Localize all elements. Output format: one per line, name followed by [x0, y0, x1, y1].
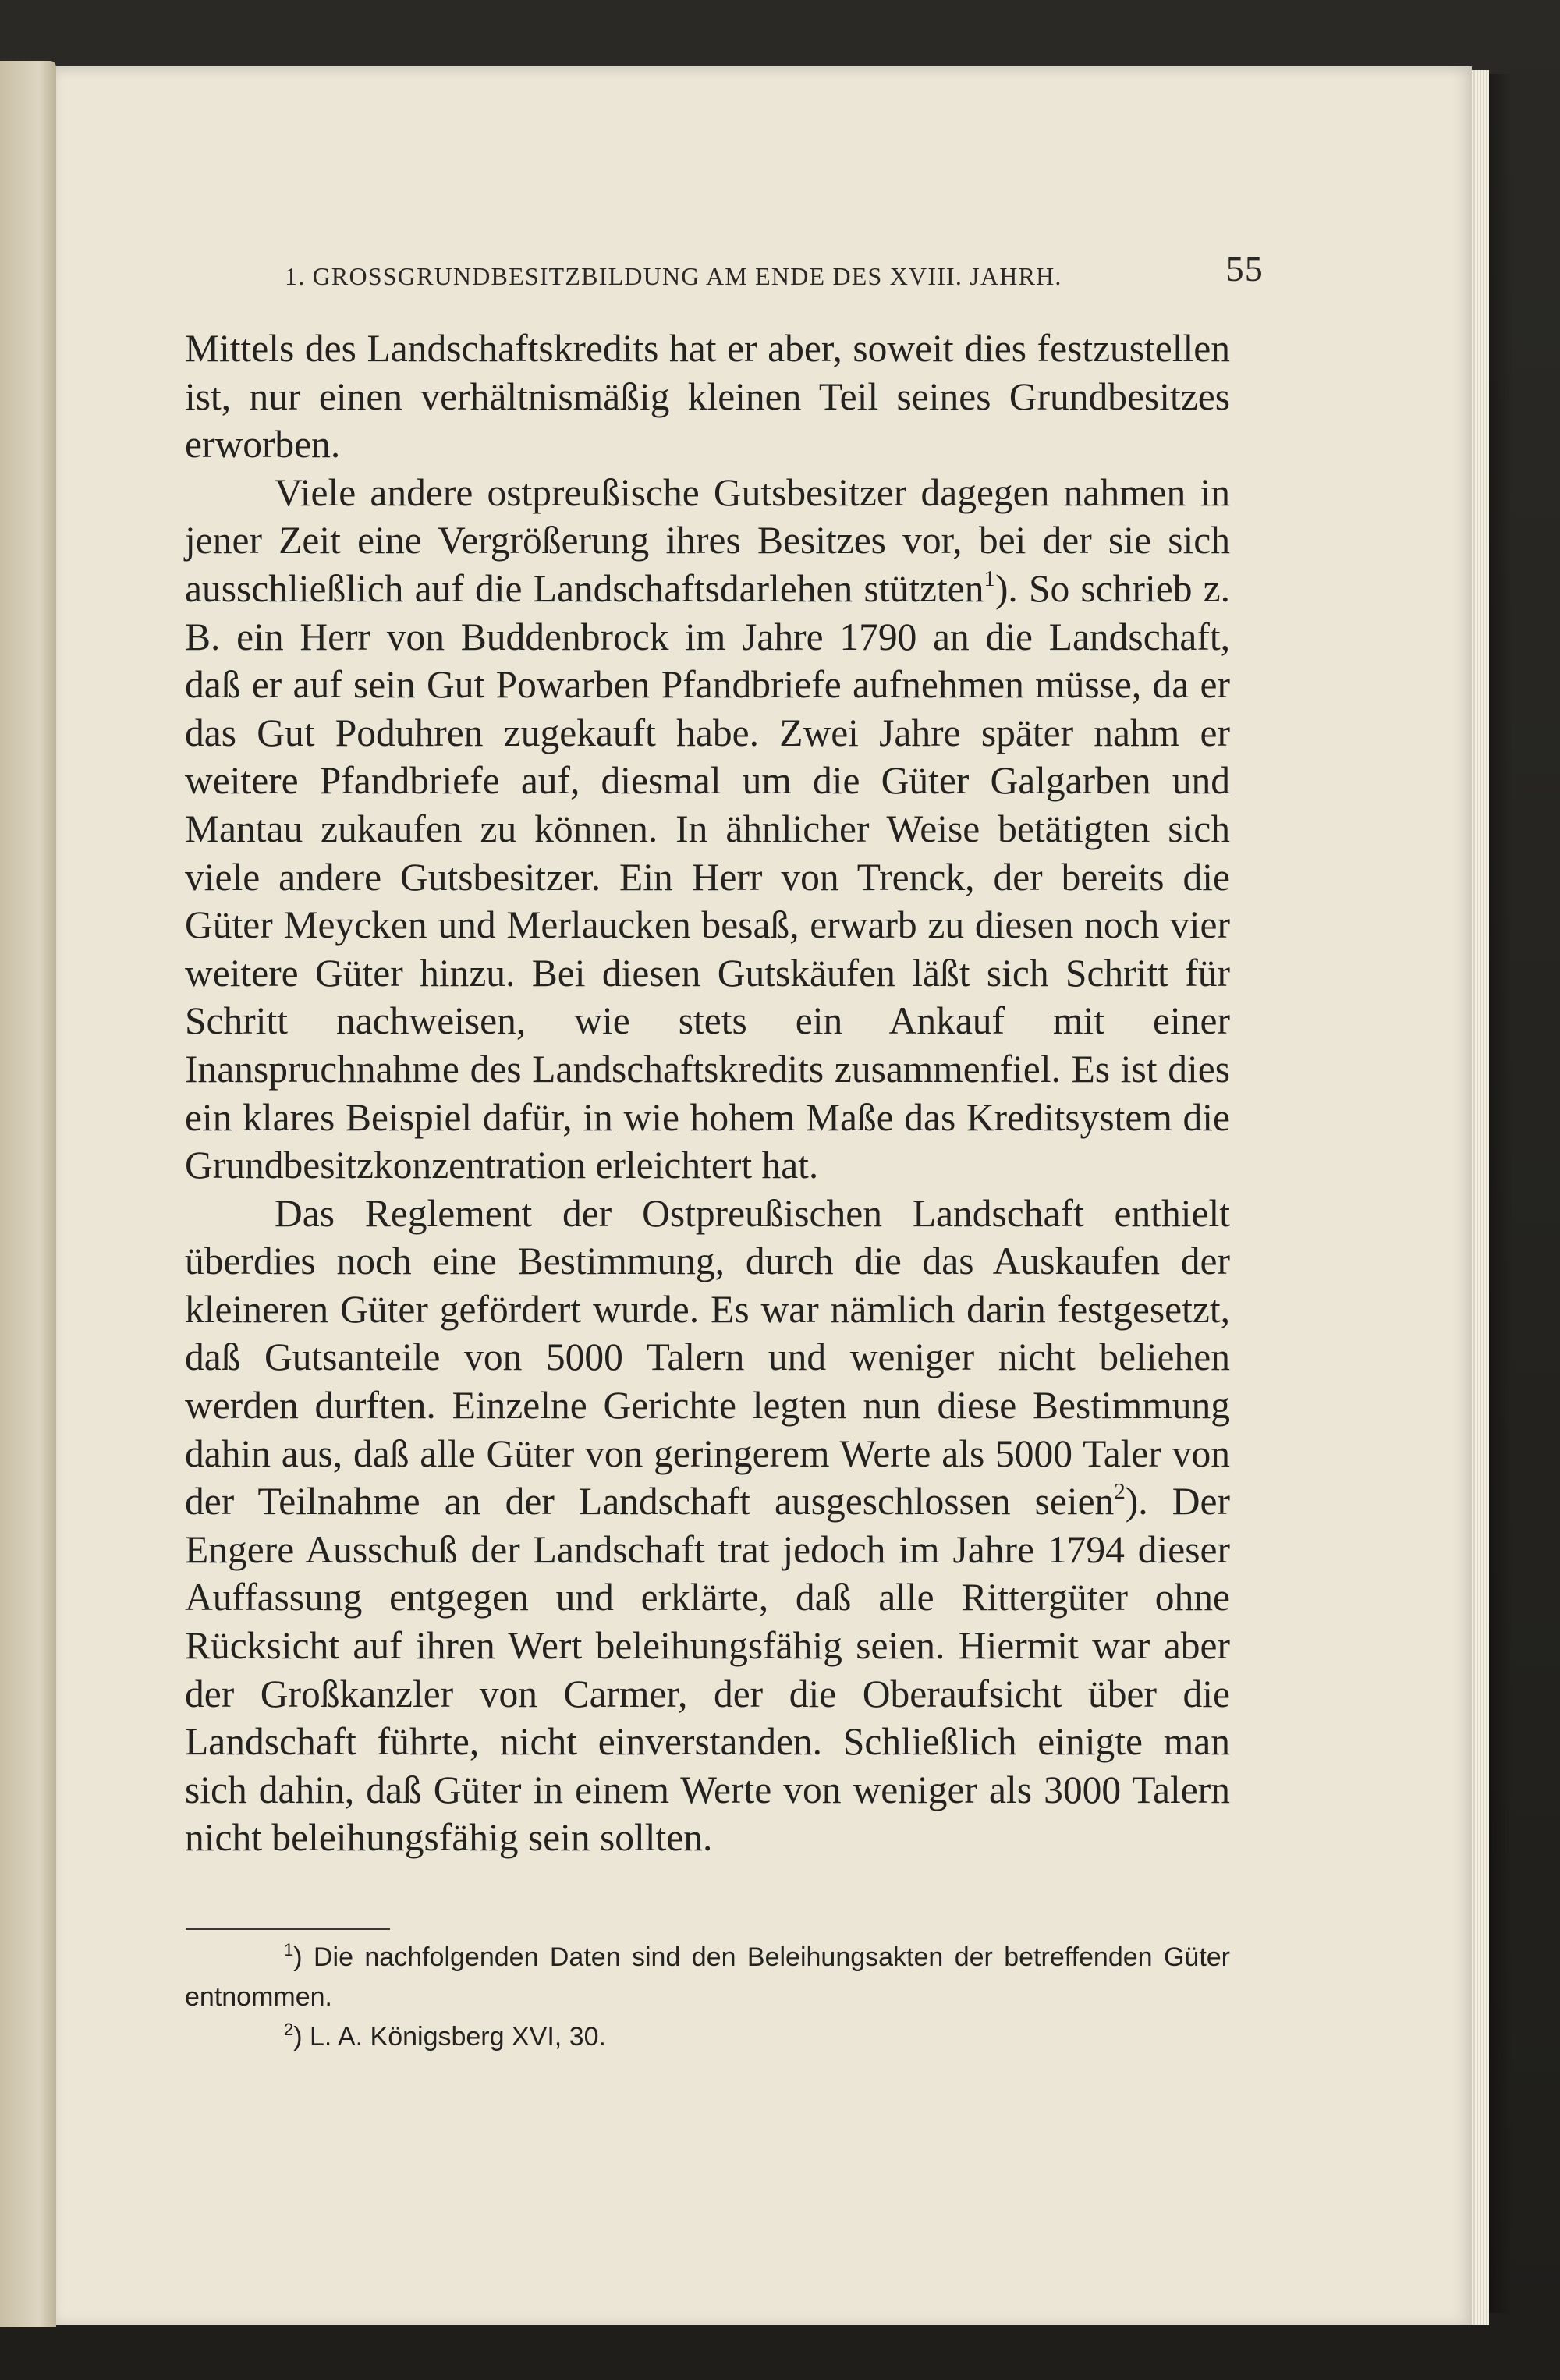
paragraph-3	[185, 1190, 1230, 1862]
footnote-mark-1: 1	[284, 1940, 294, 1960]
running-title: 1. GROSSGRUNDBESITZBILDUNG AM ENDE DES XVIII. JAHRH.	[285, 262, 1062, 290]
page-stack-edge	[1472, 70, 1489, 2325]
footnote-1	[185, 1938, 1230, 2017]
footnote-reference-2: 2	[1114, 1479, 1126, 1505]
footnote-mark-2: 2	[284, 2020, 294, 2039]
footnote-2	[185, 2017, 1230, 2057]
footnote-text-2: ) L. A. Königsberg XVI, 30.	[293, 2022, 606, 2052]
paragraph-2	[185, 469, 1230, 1190]
footnote-reference-1: 1	[984, 566, 995, 591]
footnote-text-1: ) Die nachfolgenden Daten sind den Beleihungsakten der betreffenden Güter entnommen.	[185, 1942, 1230, 2012]
paragraph-2-text-a: Viele andere ostpreußische Gutsbesitzer dagegen nahmen in jener Zeit eine Vergrößerung ihres Besitzes vor, bei der sie sich ausschließlich auf die Landschaftsdarlehen stützten	[185, 470, 1230, 610]
paragraph-3-text-a: Das Reglement der Ostpreußischen Landschaft enthielt überdies noch eine Bestimmung, durch die das Auskaufen der kleineren Güter gefördert wurde. Es war nämlich darin festgesetzt, daß Gutsanteile von 5000 Talern und weniger nicht beliehen werden durften. Einzelne Gerichte legten nun diese Bestimmung dahin aus, daß alle Güter von geringerem Werte als 5000 Taler von der Teilnahme an der Landschaft ausgeschlossen seien	[185, 1191, 1230, 1523]
facing-page-edge	[0, 61, 56, 2327]
footnotes	[185, 1938, 1230, 2057]
page-shadow	[1489, 74, 1512, 2313]
footnote-divider	[186, 1928, 390, 1930]
page-number: 55	[1225, 249, 1264, 289]
paragraph-2-text-b: ). So schrieb z. B. ein Herr von Buddenbrock im Jahre 1790 an die Landschaft, daß er auf sein Gut Powarben Pfandbriefe aufnehmen müsse, da er das Gut Poduhren zugekauft habe. Zwei Jahre später nahm er weitere Pfandbriefe auf, diesmal um die Güter Galgarben und Mantau zukaufen zu können. In ähnlicher Weise betätigten sich viele andere Gutsbesitzer. Ein Herr von Trenck, der bereits die Güter Meycken und Merlaucken besaß, erwarb zu diesen noch vier weitere Güter hinzu. Bei diesen Gutskäufen läßt sich Schritt für Schritt nachweisen, wie stets ein Ankauf mit einer Inanspruchnahme des Landschaftskredits zusammenfiel. Es ist dies ein klares Beispiel dafür, in wie hohem Maße das Kreditsystem die Grundbesitzkonzentration erleichtert hat.	[185, 566, 1230, 1187]
paragraph-1	[185, 325, 1230, 469]
paragraph-1-text: Mittels des Landschaftskredits hat er aber, soweit dies festzustellen ist, nur einen verhältnismäßig kleinen Teil seines Grundbesitzes erworben.	[185, 327, 1230, 466]
paragraph-3-text-b: ). Der Engere Ausschuß der Landschaft trat jedoch im Jahre 1794 dieser Auffassung entgegen und erklärte, daß alle Rittergüter ohne Rücksicht auf ihren Wert beleihungsfähig seien. Hiermit war aber der Großkanzler von Carmer, der die Oberaufsicht über die Landschaft führte, nicht einverstanden. Schließlich einigte man sich dahin, daß Güter in einem Werte von weniger als 3000 Talern nicht beleihungsfähig sein sollten.	[185, 1480, 1230, 1860]
main-text	[185, 325, 1230, 1862]
